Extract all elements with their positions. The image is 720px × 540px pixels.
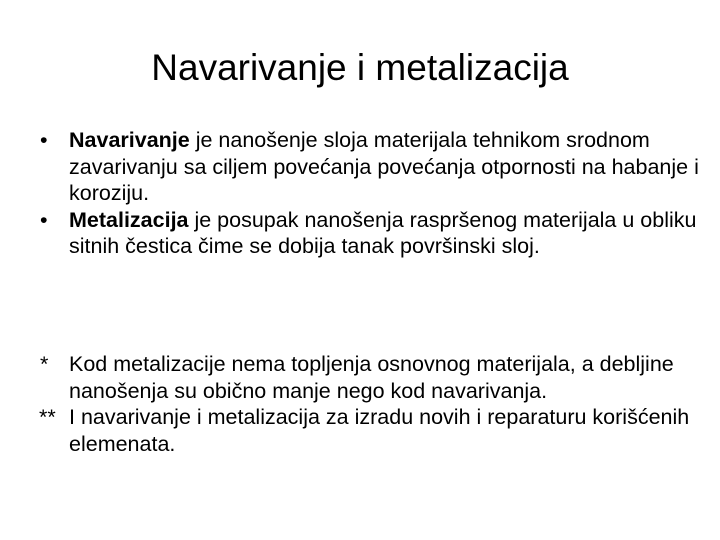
note-text: Kod metalizacije nema topljenja osnovnog materijala, a debljine nanošenja su obično manje nego kod navarivanja. (69, 352, 674, 403)
note-text: I navarivanje i metalizacija za izradu novih i reparaturu korišćenih elemenata. (69, 405, 690, 456)
notes-list (40, 351, 700, 457)
note-item-second (40, 404, 700, 457)
note-marker: ** (39, 405, 56, 429)
bullet-item-metalizacija (40, 207, 700, 260)
bullet-text: je nanošenje sloja materijala tehnikom srodnom zavarivanju sa ciljem povećanja povećanja otpornosti na habanje i koroziju. (69, 128, 699, 205)
bullet-marker: • (40, 207, 48, 232)
bullet-text: je posupak nanošenja raspršenog materijala u obliku sitnih čestica čime se dobija tanak površinski sloj. (69, 207, 697, 258)
note-marker: * (40, 352, 49, 376)
bullet-item-navarivanje (40, 127, 700, 207)
bullet-term: Metalizacija (69, 207, 189, 232)
slide-title: Navarivanje i metalizacija (151, 47, 569, 88)
bullet-marker: • (40, 128, 48, 152)
bullet-list (40, 127, 700, 260)
note-item-first (40, 351, 700, 404)
bullet-term: Navarivanje (69, 128, 190, 152)
